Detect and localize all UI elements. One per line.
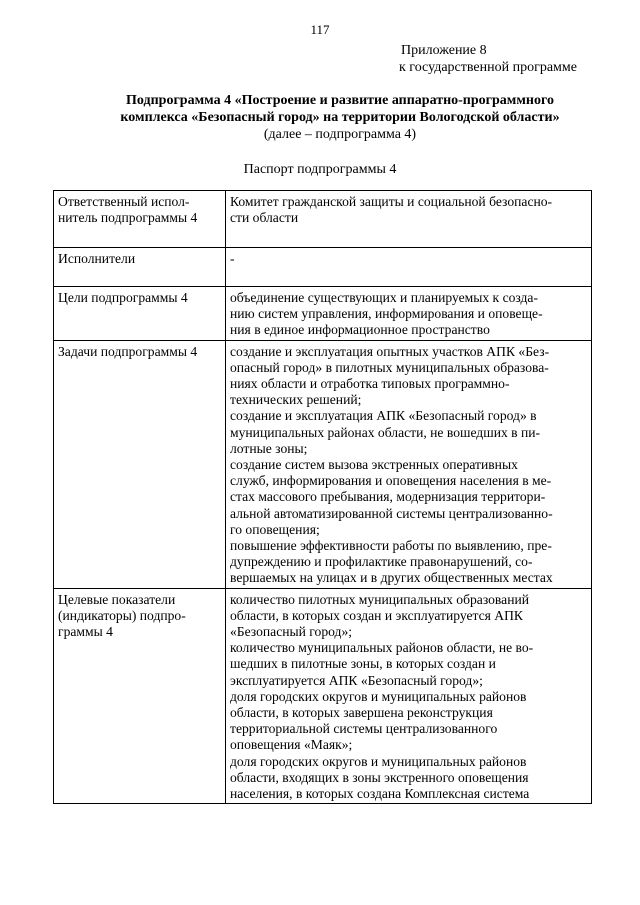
value-line: опасный город» в пилотных муниципальных образова- (230, 359, 549, 375)
title-line-3: (далее – подпрограмма 4) (263, 127, 417, 142)
appendix-line-2: к государственной программе (399, 60, 577, 75)
value-line: стах массового пребывания, модернизация территори- (230, 489, 546, 505)
value-line: го оповещения; (230, 521, 320, 537)
label-line: нитель подпрограммы 4 (58, 210, 198, 226)
row-executors (54, 248, 592, 287)
row-label (54, 248, 226, 287)
page-number: 117 (310, 22, 330, 37)
title-line-2: комплекса «Безопасный город» на территории Вологодской области» (120, 110, 560, 125)
value-line: количество пилотных муниципальных образований (230, 591, 530, 607)
value-line: создание систем вызова экстренных оперативных (230, 457, 518, 473)
row-value (226, 287, 592, 341)
appendix-header (401, 42, 577, 76)
value-line: эксплуатируется АПК «Безопасный город»; (230, 672, 483, 688)
row-responsible (54, 191, 592, 248)
passport-title: Паспорт подпрограммы 4 (243, 162, 397, 177)
value-line: области, входящих в зоны экстренного оповещения (230, 769, 529, 785)
row-label (54, 287, 226, 341)
value-line: создание и эксплуатация АПК «Безопасный город» в (230, 408, 537, 424)
passport-table-body (54, 191, 592, 804)
value-line: технических решений; (230, 392, 362, 408)
value-line: «Безопасный город»; (230, 624, 353, 640)
value-line: ния в единое информационное пространство (230, 322, 490, 338)
document-title (60, 92, 620, 143)
title-line-1: Подпрограмма 4 «Построение и развитие аппаратно-программного (126, 93, 554, 108)
value-line: шедших в пилотные зоны, в которых создан и (230, 656, 496, 672)
row-value (226, 588, 592, 804)
value-line: создание и эксплуатация опытных участков АПК «Без- (230, 343, 550, 359)
appendix-line-1: Приложение 8 (401, 43, 487, 58)
row-label (54, 588, 226, 804)
value-line: ниях области и отработка типовых программно- (230, 376, 510, 392)
row-value (226, 191, 592, 248)
value-line: вершаемых на улицах и в других общественных местах (230, 570, 553, 586)
value-line: дупреждению и профилактике правонарушений, со- (230, 554, 533, 570)
value-line: объединение существующих и планируемых к созда- (230, 290, 538, 305)
label-line: (индикаторы) подпро- (58, 607, 186, 623)
label-line: Цели подпрограммы 4 (58, 290, 188, 305)
row-goals (54, 287, 592, 341)
row-label (54, 340, 226, 588)
label-line: Ответственный испол- (58, 194, 190, 209)
row-label (54, 191, 226, 248)
value-line: альной автоматизированной системы централизованно- (230, 505, 553, 521)
passport-table (53, 190, 592, 804)
label-line: Целевые показатели (58, 591, 176, 607)
value-line: территориальной системы централизованного (230, 721, 498, 737)
value-line: повышение эффективности работы по выявлению, пре- (230, 538, 552, 554)
value-line: доля городских округов и муниципальных районов (230, 753, 527, 769)
value-line: доля городских округов и муниципальных районов (230, 688, 527, 704)
row-value (226, 248, 592, 287)
value-line: области, в которых создан и эксплуатируется АПК (230, 607, 523, 623)
value-line: служб, информирования и оповещения населения в ме- (230, 473, 552, 489)
value-line: населения, в которых создана Комплексная система (230, 786, 530, 802)
value-line: сти области (230, 210, 299, 226)
row-value (226, 340, 592, 588)
value-line: области, в которых завершена реконструкция (230, 705, 493, 721)
value-line: лотные зоны; (230, 440, 308, 456)
label-line: Задачи подпрограммы 4 (58, 343, 198, 359)
row-indicators (54, 588, 592, 804)
value-line: муниципальных районах области, не вошедших в пи- (230, 424, 541, 440)
value-line: - (230, 251, 235, 266)
value-line: оповещения «Маяк»; (230, 737, 353, 753)
value-line: Комитет гражданской защиты и социальной безопасно- (230, 194, 553, 209)
value-line: количество муниципальных районов области, не во- (230, 640, 534, 656)
label-line: Исполнители (58, 251, 136, 266)
row-tasks (54, 340, 592, 588)
value-line: нию систем управления, информирования и оповеще- (230, 306, 543, 322)
label-line: граммы 4 (58, 624, 113, 640)
